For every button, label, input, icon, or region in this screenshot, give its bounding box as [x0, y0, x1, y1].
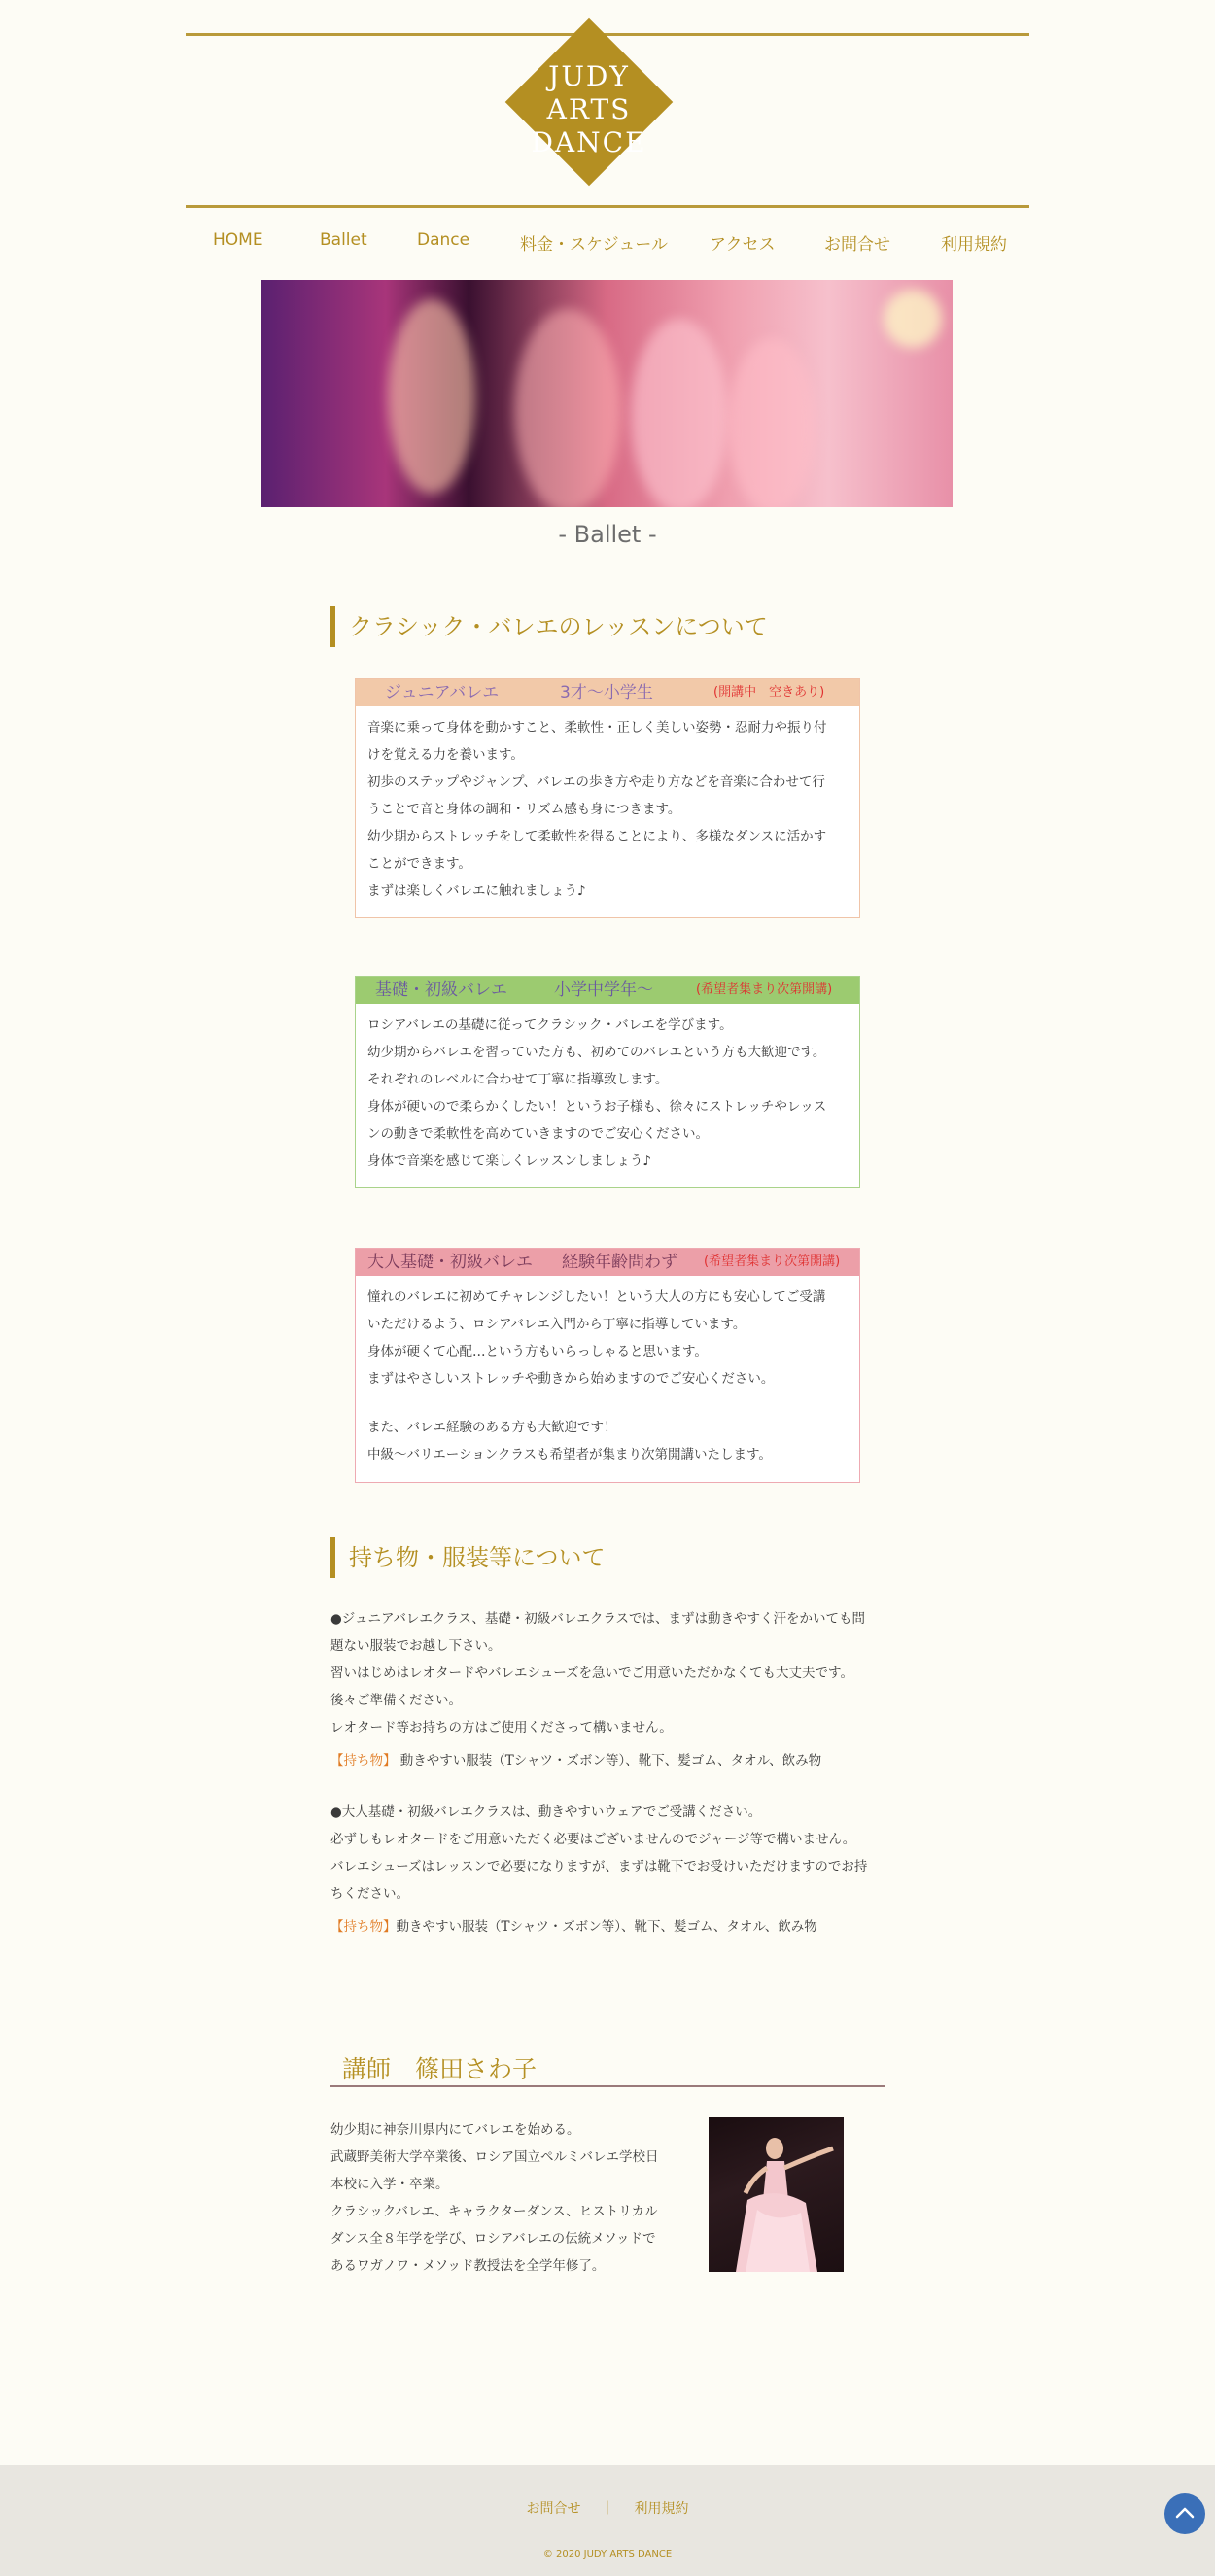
- class-description: [356, 1004, 859, 1183]
- class-age: 3才〜小学生: [560, 683, 653, 703]
- belongings-items: 動きやすい服装（Tシャツ・ズボン等）、靴下、髪ゴム、タオル、飲み物: [396, 1753, 822, 1769]
- belongings-block-adult: [330, 1799, 889, 1941]
- class-desc-line: 幼少期からバレエを習っていた方も、初めてのバレエという方も大歓迎です。: [367, 1045, 826, 1060]
- class-age: 経験年齢問わず: [562, 1253, 677, 1272]
- teacher-photo-figure: [709, 2117, 844, 2272]
- class-card-basic: [355, 976, 860, 1188]
- page-subtitle: - Ballet -: [558, 521, 657, 548]
- logo-text[interactable]: [511, 60, 667, 159]
- class-card-header: [356, 977, 859, 1004]
- nav-home[interactable]: HOME: [213, 230, 263, 250]
- class-desc-line: 中級〜バリエーションクラスも希望者が集まり次第開講いたします。: [367, 1447, 772, 1462]
- class-status: (希望者集まり次第開講): [696, 982, 833, 997]
- nav-terms[interactable]: 利用規約: [941, 235, 1007, 255]
- nav-ballet[interactable]: Ballet: [320, 230, 367, 250]
- class-description: [356, 706, 859, 912]
- chevron-up-icon: [1164, 2493, 1205, 2534]
- class-status: (開講中 空きあり): [713, 685, 825, 700]
- belongings-line: 題ない服装でお越し下さい。: [330, 1638, 502, 1654]
- teacher-bio-line: クラシックバレエ、キャラクターダンス、ヒストリカル: [330, 2204, 658, 2219]
- main-nav: [186, 230, 1029, 256]
- belongings-items-line: [330, 1913, 889, 1941]
- belongings-block-junior: [330, 1605, 889, 1774]
- class-age: 小学中学年〜: [554, 980, 653, 1000]
- logo-line-3: DANCE: [531, 126, 647, 158]
- hero-ballet-image: [261, 280, 953, 507]
- class-desc-spacer: [367, 1392, 848, 1414]
- teacher-photo: [709, 2117, 844, 2272]
- footer-links: [0, 2498, 1215, 2518]
- class-desc-line: ロシアバレエの基礎に従ってクラシック・バレエを学びます。: [367, 1017, 733, 1033]
- teacher-bio-line: 本校に入学・卒業。: [330, 2177, 449, 2192]
- class-desc-line: 初歩のステップやジャンプ、バレエの歩き方や走り方などを音楽に合わせて行: [367, 774, 825, 790]
- belongings-tag: 【持ち物】: [330, 1753, 397, 1769]
- class-desc-line: ことができます。: [367, 856, 471, 872]
- teacher-bio-line: ダンス全８年学を学び、ロシアバレエの伝統メソッドで: [330, 2231, 656, 2247]
- belongings-line: バレエシューズはレッスンで必要になりますが、まずは靴下でお受けいただけますのでお持: [330, 1859, 868, 1874]
- belongings-line: ●ジュニアバレエクラス、基礎・初級バレエクラスでは、まずは動きやすく汗をかいても問: [330, 1611, 866, 1627]
- class-desc-line: まずは楽しくバレエに触れましょう♪: [367, 883, 586, 899]
- class-desc-line: 憧れのバレエに初めてチャレンジしたい！という大人の方にも安心してご受講: [367, 1289, 826, 1305]
- header-top-divider: [186, 33, 1029, 36]
- class-desc-line: 幼少期からストレッチをして柔軟性を得ることにより、多様なダンスに活かす: [367, 829, 827, 844]
- nav-contact[interactable]: お問合せ: [824, 235, 890, 255]
- belongings-line: ●大人基礎・初級バレエクラスは、動きやすいウェアでご受講ください。: [330, 1804, 762, 1820]
- class-card-header: [356, 679, 859, 706]
- class-name: 基礎・初級バレエ: [375, 980, 507, 1000]
- belongings-section-heading: 持ち物・服装等について: [330, 1537, 606, 1578]
- lesson-section-heading: クラシック・バレエのレッスンについて: [330, 606, 768, 647]
- belongings-line: ちください。: [330, 1886, 409, 1902]
- copyright: © 2020 JUDY ARTS DANCE: [542, 2549, 673, 2559]
- belongings-line: 後々ご準備ください。: [330, 1693, 462, 1708]
- logo-line-1: JUDY: [548, 60, 630, 92]
- belongings-line: 必ずしもレオタードをご用意いただく必要はございませんのでジャージ等で構いません。: [330, 1832, 856, 1847]
- class-desc-line: まずはやさしいストレッチや動きから始めますのでご安心ください。: [367, 1371, 775, 1387]
- class-card-junior: [355, 678, 860, 918]
- class-status: (希望者集まり次第開講): [704, 1254, 841, 1269]
- footer-separator: ｜: [601, 2501, 614, 2517]
- logo-line-2: ARTS: [546, 93, 632, 125]
- class-desc-line: また、バレエ経験のある方も大歓迎です！: [367, 1420, 617, 1435]
- class-desc-line: 身体が硬いので柔らかくしたい！というお子様も、徐々にストレッチやレッス: [367, 1099, 827, 1115]
- belongings-items-line: [330, 1747, 889, 1774]
- class-desc-line: 音楽に乗って身体を動かすこと、柔軟性・正しく美しい姿勢・忍耐力や振り付: [367, 720, 827, 736]
- class-desc-line: それぞれのレベルに合わせて丁寧に指導致します。: [367, 1072, 669, 1087]
- teacher-bio-line: 幼少期に神奈川県内にてバレエを始める。: [330, 2122, 580, 2138]
- footer-contact-link[interactable]: お問合せ: [526, 2501, 581, 2517]
- nav-price-schedule[interactable]: 料金・スケジュール: [520, 235, 668, 255]
- belongings-line: 習いはじめはレオタードやバレエシューズを急いでご用意いただかなくても大丈夫です。: [330, 1666, 853, 1681]
- class-description: [356, 1276, 859, 1476]
- teacher-bio-line: あるワガノワ・メソッド教授法を全学年修了。: [330, 2258, 606, 2274]
- class-card-header: [356, 1249, 859, 1276]
- nav-dance[interactable]: Dance: [417, 230, 470, 250]
- belongings-items: 動きやすい服装（Tシャツ・ズボン等）、靴下、髪ゴム、タオル、飲み物: [396, 1919, 817, 1935]
- class-name: 大人基礎・初級バレエ: [367, 1253, 533, 1272]
- class-desc-line: うことで音と身体の調和・リズム感も身につきます。: [367, 802, 681, 817]
- class-desc-line: けを覚える力を養います。: [367, 747, 524, 763]
- header-bottom-divider: [186, 205, 1029, 208]
- teacher-heading: 講師 篠田さわ子: [342, 2055, 538, 2083]
- belongings-tag: 【持ち物】: [330, 1919, 397, 1935]
- teacher-heading-divider: [330, 2085, 885, 2087]
- footer-terms-link[interactable]: 利用規約: [634, 2501, 689, 2517]
- class-desc-line: ンの動きで柔軟性を高めていきますのでご安心ください。: [367, 1126, 709, 1142]
- teacher-bio: [330, 2116, 700, 2280]
- teacher-bio-line: 武蔵野美術大学卒業後、ロシア国立ペルミバレエ学校日: [330, 2149, 659, 2165]
- class-card-adult: [355, 1248, 860, 1483]
- class-desc-line: いただけるよう、ロシアバレエ入門から丁寧に指導しています。: [367, 1317, 746, 1332]
- class-name: ジュニアバレエ: [385, 683, 500, 703]
- back-to-top-button[interactable]: [1164, 2493, 1205, 2534]
- class-desc-line: 身体が硬くて心配…という方もいらっしゃると思います。: [367, 1344, 708, 1359]
- class-desc-line: 身体で音楽を感じて楽しくレッスンしましょう♪: [367, 1153, 651, 1169]
- belongings-line: レオタード等お持ちの方はご使用くださって構いません。: [330, 1720, 673, 1735]
- nav-access[interactable]: アクセス: [710, 235, 776, 255]
